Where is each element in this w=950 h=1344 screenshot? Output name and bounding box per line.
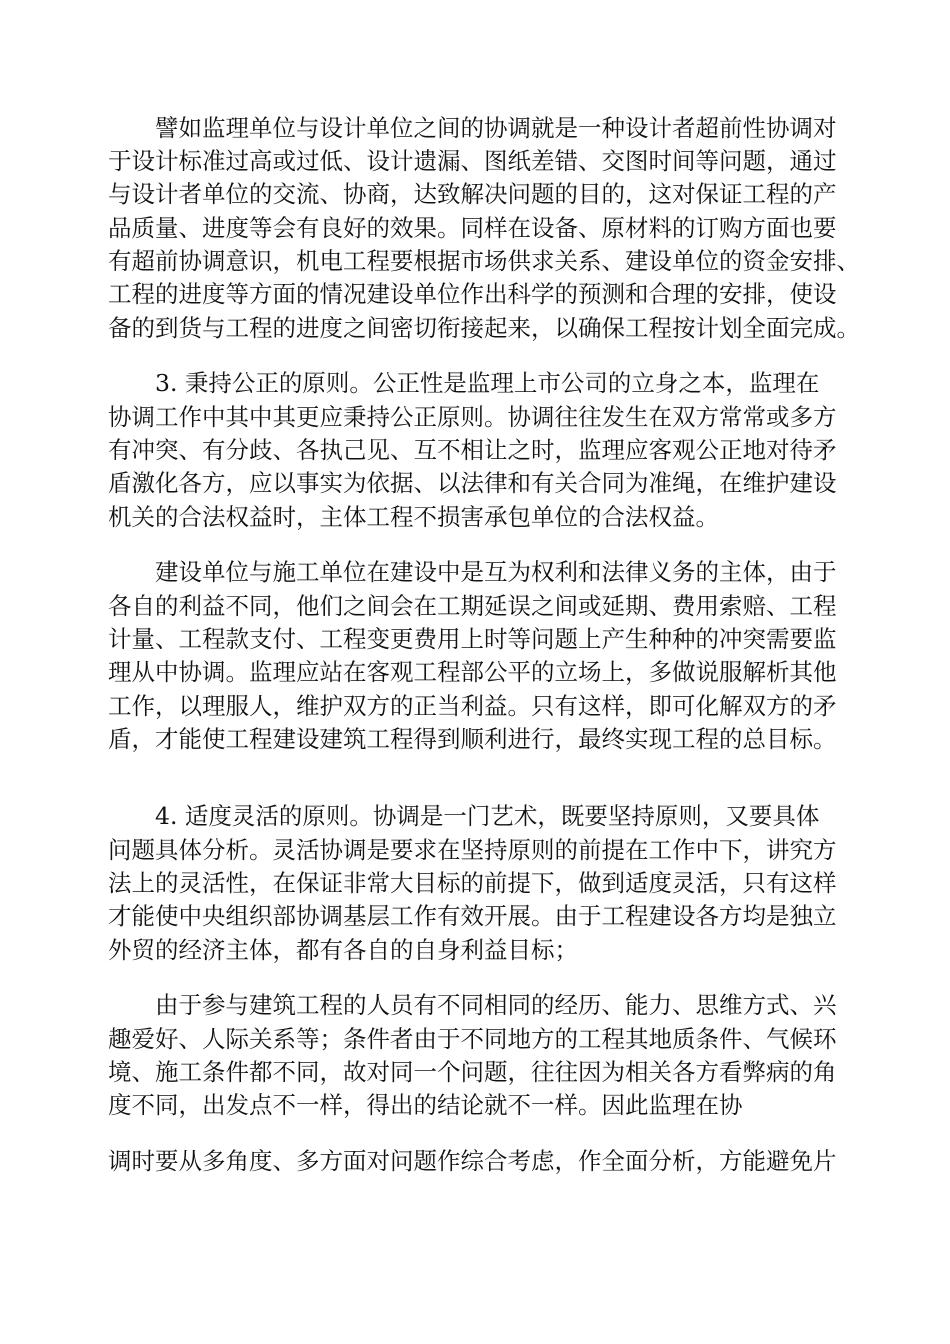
text-line: 工程的进度等方面的情况建设单位作出科学的预测和合理的安排，使设 xyxy=(108,280,837,308)
text-line: 备的到货与工程的进度之间密切衔接起来，以确保工程按计划全面完成。 xyxy=(108,314,860,342)
text-line: 有冲突、有分歧、各执己见、互不相让之时，监理应客观公正地对待矛 xyxy=(108,436,837,464)
text-line: 于设计标准过高或过低、设计遗漏、图纸差错、交图时间等问题，通过 xyxy=(108,147,837,175)
text-line: 盾激化各方，应以事实为依据、以法律和有关合同为准绳，在维护建设 xyxy=(108,469,837,497)
text-line: 度不同，出发点不一样，得出的结论就不一样。因此监理在协 xyxy=(108,1091,743,1119)
text-line: 由于参与建筑工程的人员有不同相同的经历、能力、思维方式、兴 xyxy=(155,991,837,1019)
text-line: 问题具体分析。灵活协调是要求在坚持原则的前提在工作中下，讲究方 xyxy=(108,836,837,864)
text-line: 建设单位与施工单位在建设中是互为权利和法律义务的主体，由于 xyxy=(155,558,837,586)
text-line: 计量、工程款支付、工程变更费用上时等问题上产生种种的冲突需要监 xyxy=(108,625,837,653)
text-line: 法上的灵活性，在保证非常大目标的前提下，做到适度灵活，只有这样 xyxy=(108,869,837,897)
text-line: 譬如监理单位与设计单位之间的协调就是一种设计者超前性协调对 xyxy=(155,114,837,142)
text-line: 协调工作中其中其更应秉持公正原则。协调往往发生在双方常常或多方 xyxy=(108,403,837,431)
text-line: 4. 适度灵活的原则。协调是一门艺术，既要坚持原则，又要具体 xyxy=(155,802,820,830)
text-line: 品质量、进度等会有良好的效果。同样在设备、原材料的订购方面也要 xyxy=(108,214,837,242)
text-line: 3. 秉持公正的原则。公正性是监理上市公司的立身之本，监理在 xyxy=(155,369,820,397)
text-line: 与设计者单位的交流、协商，达致解决问题的目的，这对保证工程的产 xyxy=(108,180,837,208)
text-line: 外贸的经济主体，都有各自的自身利益目标； xyxy=(108,936,578,964)
text-line: 调时要从多角度、多方面对问题作综合考虑，作全面分析，方能避免片 xyxy=(108,1147,837,1175)
text-line: 工作，以理服人，维护双方的正当利益。只有这样，即可化解双方的矛 xyxy=(108,692,837,720)
text-line: 趣爱好、人际关系等；条件者由于不同地方的工程其地质条件、气候环 xyxy=(108,1025,837,1053)
text-line: 才能使中央组织部协调基层工作有效开展。由于工程建设各方均是独立 xyxy=(108,902,837,930)
text-line: 各自的利益不同，他们之间会在工期延误之间或延期、费用索赔、工程 xyxy=(108,592,837,620)
text-line: 机关的合法权益时，主体工程不损害承包单位的合法权益。 xyxy=(108,503,719,531)
text-line: 境、施工条件都不同，故对同一个问题，往往因为相关各方看弊病的角 xyxy=(108,1058,837,1086)
text-line: 盾，才能使工程建设建筑工程得到顺利进行，最终实现工程的总目标。 xyxy=(108,725,837,753)
text-line: 理从中协调。监理应站在客观工程部公平的立场上，多做说服解析其他 xyxy=(108,658,837,686)
text-line: 有超前协调意识，机电工程要根据市场供求关系、建设单位的资金安排、 xyxy=(108,247,860,275)
